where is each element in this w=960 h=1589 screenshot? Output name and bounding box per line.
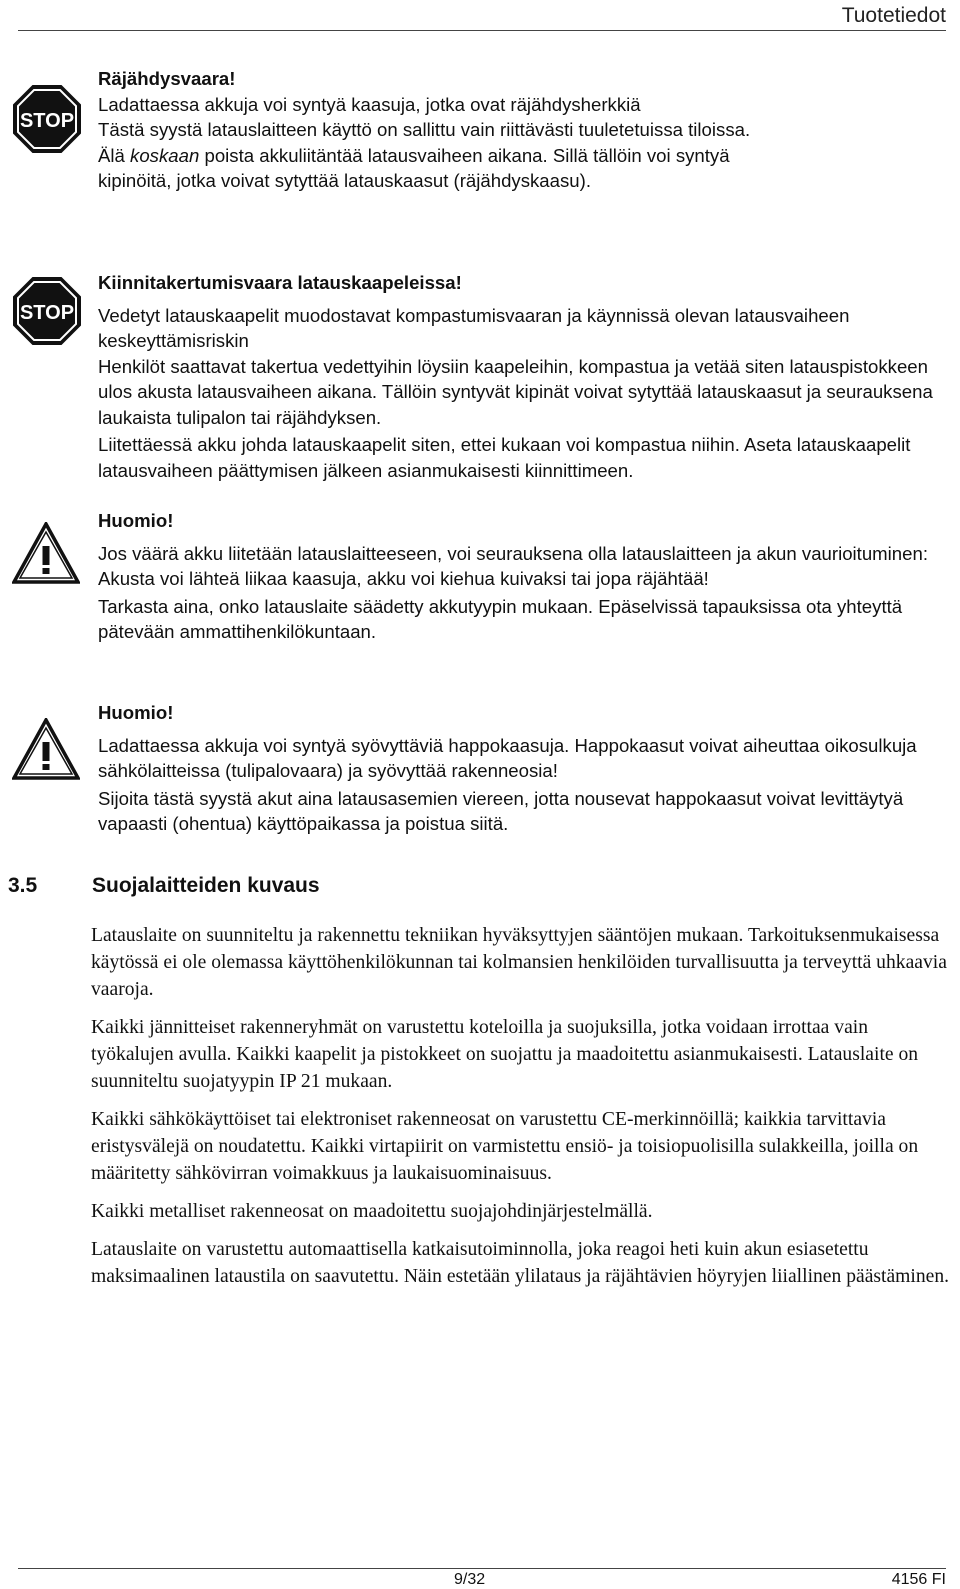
page-number: 9/32	[454, 1571, 486, 1588]
warning-line: Tästä syystä latauslaitteen käyttö on sallittu vain riittävästi tuuletetuissa tiloissa.	[98, 119, 751, 140]
warning-line: Älä koskaan poista akkuliitäntää latausvaiheen aikana. Sillä tällöin voi syntyä	[98, 144, 730, 166]
warning-title: Kiinnitakertumisvaara latauskaapeleissa!	[98, 272, 462, 293]
section-title: Suojalaitteiden kuvaus	[92, 874, 320, 897]
running-header-title: Tuotetiedot	[841, 4, 946, 27]
stop-sign-icon	[12, 276, 82, 351]
explosion-warning-text	[98, 66, 948, 194]
body-paragraph: Latauslaite on varustettu automaattisella katkaisutoiminnolla, joka reagoi heti kuin akun esiasetettu maksimaalinen lataustila on saavutettu. Näin estetään ylilataus ja räjähtävien höyryjen liiallinen päästäminen.	[91, 1239, 950, 1287]
acid-gas-warning-text	[98, 700, 948, 837]
section-heading	[8, 874, 320, 898]
warning-paragraph: Henkilöt saattavat takertua vedettyihin löysiin kaapeleihin, kompastua ja vetää siten latauspistokkeen ulos akusta latausvaiheen aikana. Tällöin syntyvät kipinät voivat sytyttää latauskaasut ja seurauksena laukaista tulipalon tai räjähdyksen.	[98, 355, 933, 428]
body-paragraph: Kaikki jännitteiset rakenneryhmät on varustettu koteloilla ja suojuksilla, jotka voidaan irrottaa vain työkalujen avulla. Kaikki kaapelit ja pistokkeet on suojattu ja maadoitettu asianmukaisesti. Latauslaite on suunniteltu suojatyypin IP 21 mukaan.	[91, 1017, 919, 1092]
body-paragraph: Latauslaite on suunniteltu ja rakennettu tekniikan hyväksyttyjen sääntöjen mukaan. Tarkoituksenmukaisessa käytössä ei ole olemassa käyttöhenkilökunnan tai kolmansien henkilöiden turvallisuutta ja terveyttä uhkaavia vaaroja.	[91, 925, 947, 1000]
svg-text:STOP: STOP	[19, 302, 75, 324]
wrong-battery-warning-text	[98, 508, 948, 645]
body-paragraph: Kaikki sähkökäyttöiset tai elektroniset rakenneosat on varustettu CE-merkinnöillä; kaikkia tarvittavia eristysvälejä on noudatettu. Kaikki virtapiirit on varmistettu ensiö- ja toisiopuolisilla sulakkeilla, joilla on määritetty sähkövirran voimakkuus ja laukaisuominaisuus.	[91, 1109, 919, 1184]
cable-trip-warning-text	[98, 270, 948, 483]
warning-paragraph: Ladattaessa akkuja voi syntyä syövyttäviä happokaasuja. Happokaasut voivat aiheuttaa oikosulkuja sähkölaitteissa (tulipalovaara) ja syövyttää rakenneosia!	[98, 734, 917, 781]
warning-triangle-icon	[12, 522, 80, 589]
warning-paragraph: Vedetyt latauskaapelit muodostavat kompastumisvaaran ja käynnissä olevan latausvaiheen keskeyttämisriskin	[98, 304, 850, 351]
warning-triangle-icon	[12, 718, 80, 785]
warning-title: Räjähdysvaara!	[98, 68, 236, 89]
emphasis-text: koskaan	[130, 144, 200, 166]
warning-paragraph: Sijoita tästä syystä akut aina latausasemien viereen, jotta nousevat happokaasut voivat levittäytyä vapaasti (ohentua) käyttöpaikassa ja poistua siitä.	[98, 787, 904, 834]
warning-paragraph: Liitettäessä akku johda latauskaapelit siten, ettei kukaan voi kompastua niihin. Aseta latauskaapelit latausvaiheen päättymisen jälkeen asianmukaisesti kiinnittimeen.	[98, 434, 911, 481]
warning-line: Ladattaessa akkuja voi syntyä kaasuja, jotka ovat räjähdysherkkiä	[98, 93, 641, 115]
header-divider	[18, 30, 946, 31]
warning-paragraph: Tarkasta aina, onko latauslaite säädetty akkutyypin mukaan. Epäselvissä tapauksissa ota yhteyttä pätevään ammattihenkilökuntaan.	[98, 595, 903, 642]
footer-divider	[18, 1568, 946, 1569]
warning-title: Huomio!	[98, 510, 174, 531]
warning-paragraph: Jos väärä akku liitetään latauslaitteeseen, voi seurauksena olla latauslaitteen ja akun vaurioituminen: Akusta voi lähteä liikaa kaasuja, akku voi kiehua kuivaksi tai jopa räjähtää!	[98, 542, 928, 589]
document-code: 4156 FI	[891, 1571, 946, 1588]
section-body	[91, 922, 951, 1301]
warning-title: Huomio!	[98, 702, 174, 723]
warning-line: kipinöitä, jotka voivat sytyttää latauskaasut (räjähdyskaasu).	[98, 170, 591, 191]
section-number: 3.5	[8, 874, 38, 897]
stop-sign-icon	[12, 84, 82, 159]
body-paragraph: Kaikki metalliset rakenneosat on maadoitettu suojajohdinjärjestelmällä.	[91, 1201, 653, 1222]
svg-text:STOP: STOP	[19, 110, 75, 132]
